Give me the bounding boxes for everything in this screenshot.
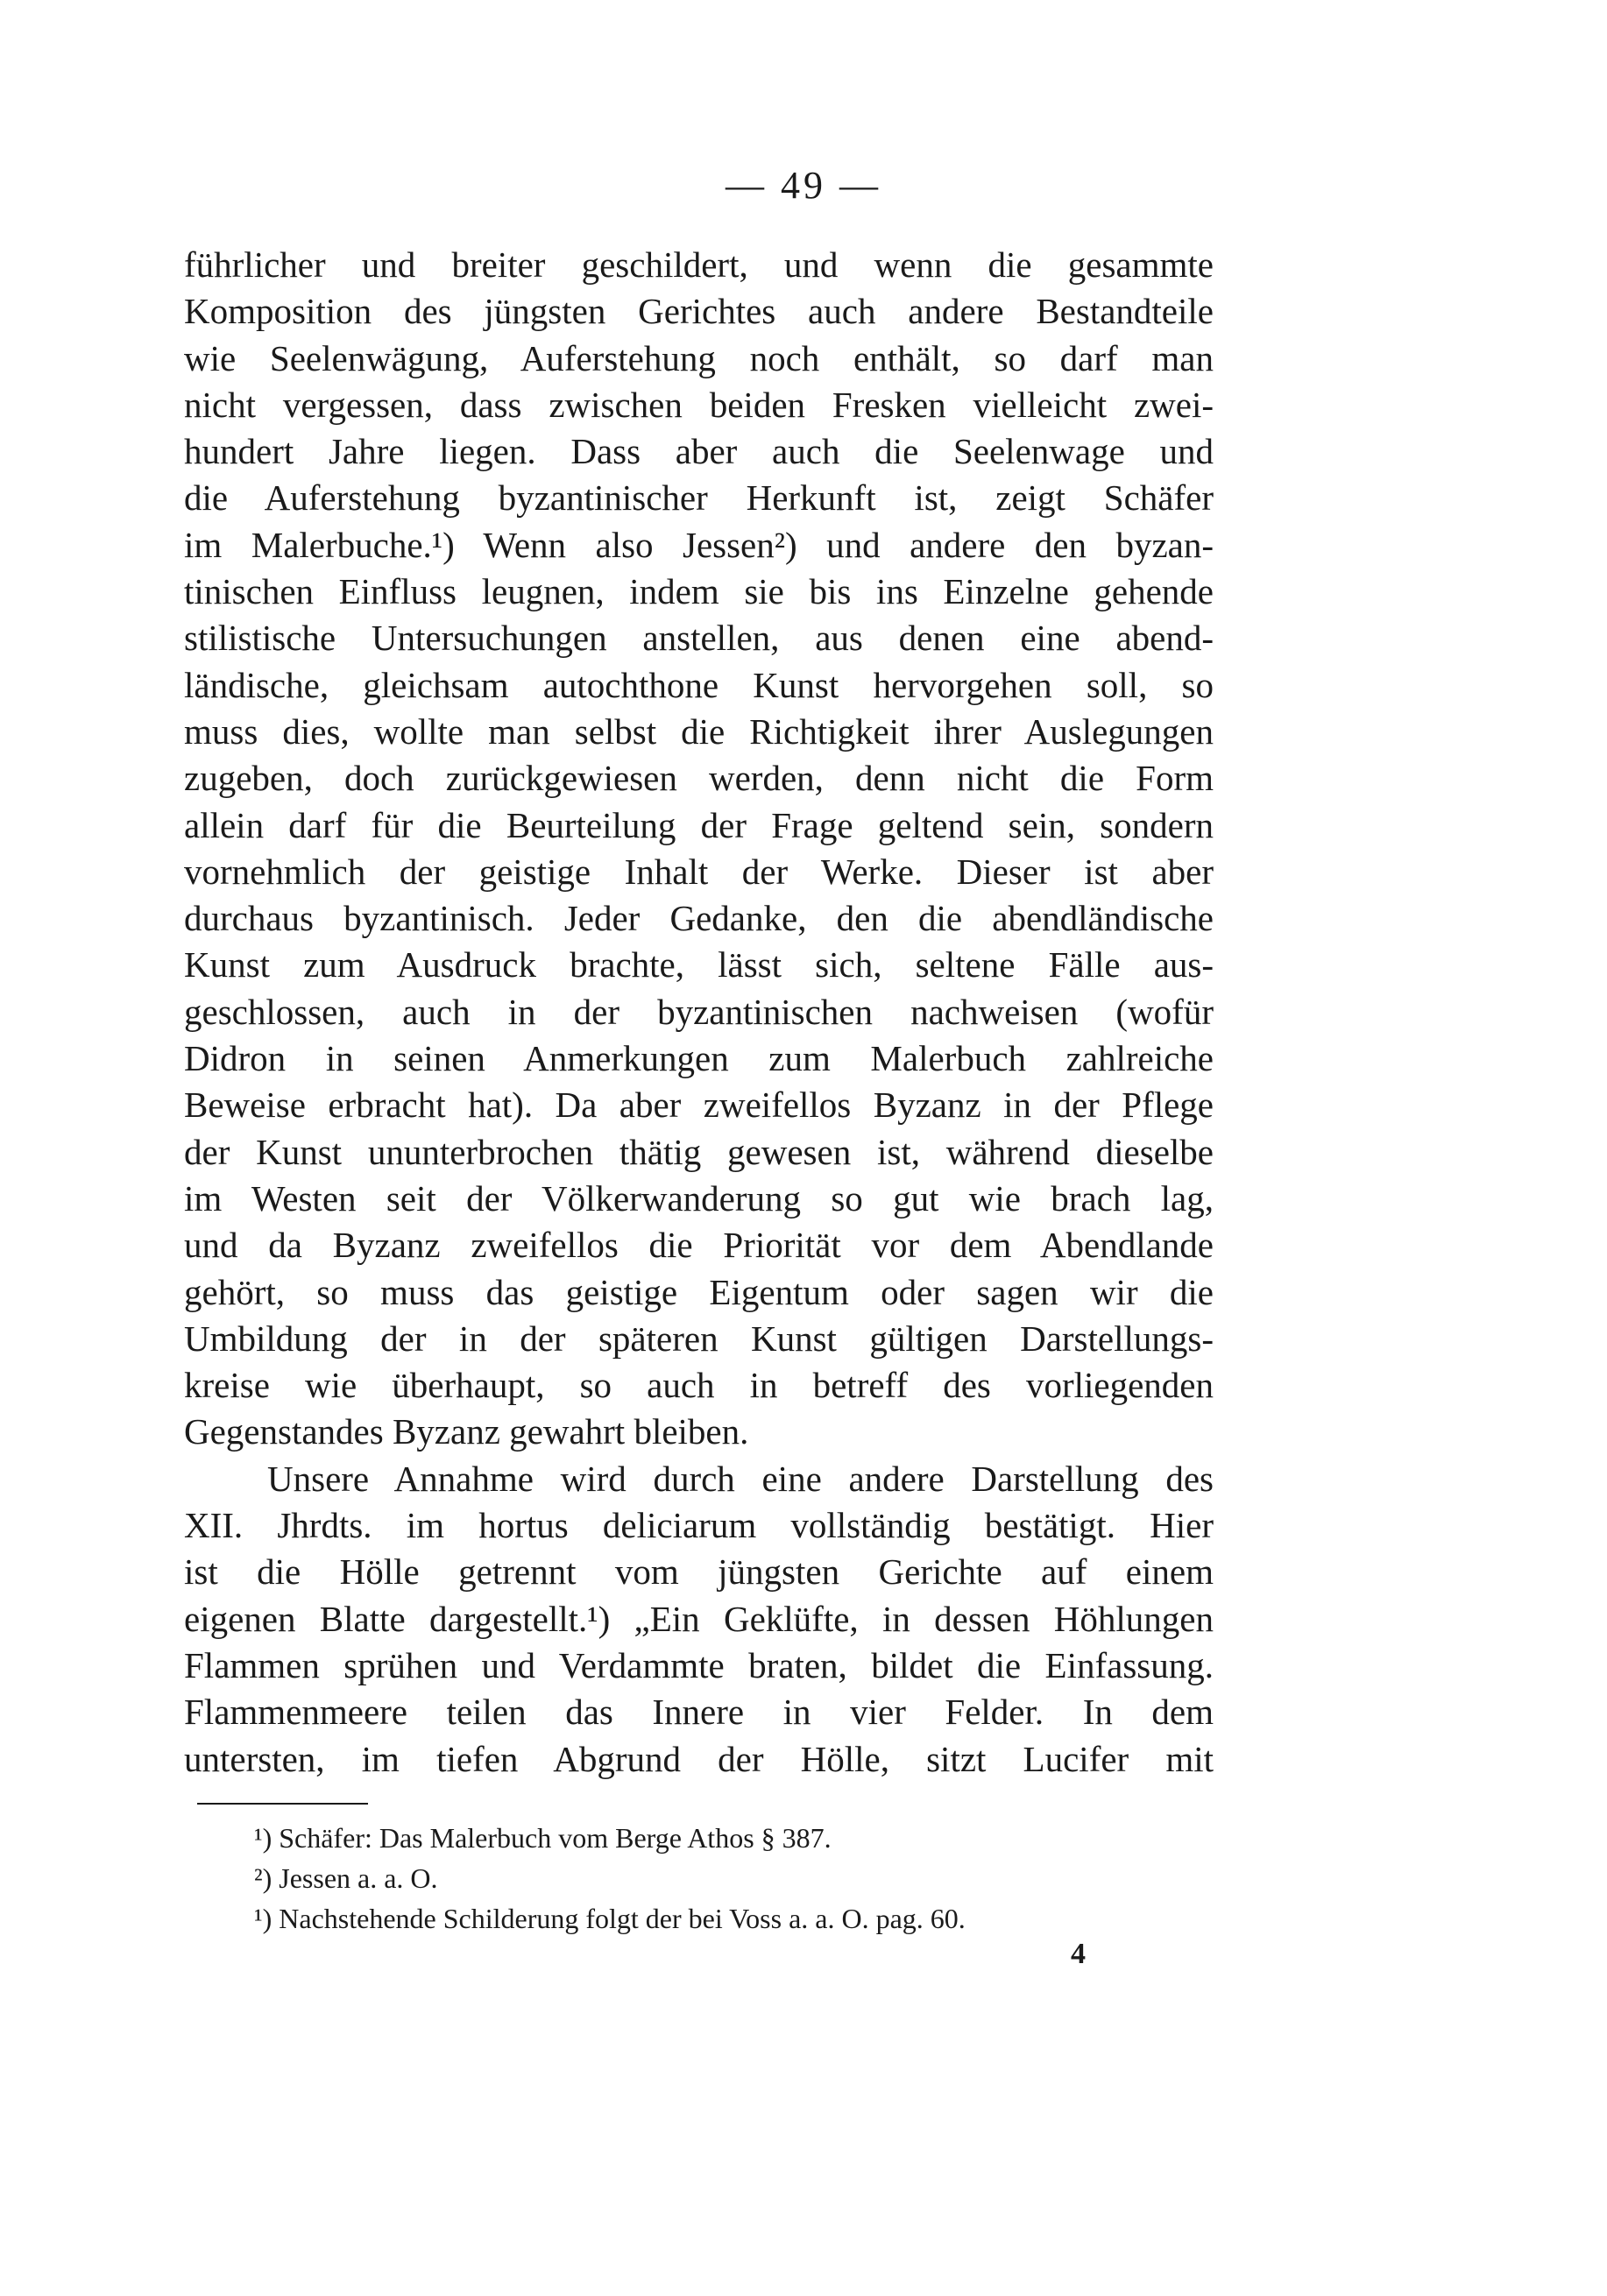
text-line: der Kunst ununterbrochen thätig gewesen ist, während dieselbe (184, 1131, 1214, 1172)
text-line: führlicher und breiter geschildert, und wenn die gesammte (184, 244, 1214, 285)
signature-mark: 4 (1071, 1938, 1086, 1970)
text-line: geschlossen, auch in der byzantinischen nachweisen (wofür (184, 991, 1214, 1032)
text-line: im Malerbuche.¹) Wenn also Jessen²) und andere den byzan- (184, 524, 1214, 565)
paragraph-start-line: Unsere Annahme wird durch eine andere Darstellung des (267, 1458, 1214, 1499)
text-line: nicht vergessen, dass zwischen beiden Fresken vielleicht zwei- (184, 384, 1214, 425)
text-line: Didron in seinen Anmerkungen zum Malerbuch zahlreiche (184, 1038, 1214, 1079)
text-line: gehört, so muss das geistige Eigentum oder sagen wir die (184, 1271, 1214, 1312)
text-line: die Auferstehung byzantinischer Herkunft ist, zeigt Schäfer (184, 477, 1214, 519)
page-number: — 49 — (726, 164, 881, 207)
text-line: Komposition des jüngsten Gerichtes auch andere Bestandteile (184, 291, 1214, 332)
footnote-divider (197, 1803, 368, 1805)
text-line: und da Byzanz zweifellos die Priorität vor dem Abendlande (184, 1225, 1214, 1266)
text-line: zugeben, doch zurückgewiesen werden, denn nicht die Form (184, 758, 1214, 799)
text-line: hundert Jahre liegen. Dass aber auch die Seelenwage und (184, 431, 1214, 472)
text-line: Kunst zum Ausdruck brachte, lässt sich, seltene Fälle aus- (184, 944, 1214, 986)
text-line: XII. Jhrdts. im hortus deliciarum vollständig bestätigt. Hier (184, 1505, 1214, 1546)
text-line: im Westen seit der Völkerwanderung so gut wie brach lag, (184, 1177, 1214, 1219)
text-line: Umbildung der in der späteren Kunst gültigen Darstellungs- (184, 1318, 1214, 1359)
footnote: ²) Jessen a. a. O. (254, 1862, 438, 1894)
footnote: ¹) Schäfer: Das Malerbuch vom Berge Athos § 387. (254, 1822, 832, 1854)
text-line: durchaus byzantinisch. Jeder Gedanke, den die abendländische (184, 898, 1214, 939)
text-line: vornehmlich der geistige Inhalt der Werke. Dieser ist aber (184, 851, 1214, 892)
text-line: ländische, gleichsam autochthone Kunst hervorgehen soll, so (184, 664, 1214, 705)
body-text (184, 242, 1214, 1783)
text-line: Beweise erbracht hat). Da aber zweifellos Byzanz in der Pflege (184, 1084, 1214, 1126)
text-line: tinischen Einfluss leugnen, indem sie bis ins Einzelne gehende (184, 571, 1214, 612)
text-line: wie Seelenwägung, Auferstehung noch enthält, so darf man (184, 337, 1214, 378)
text-line: allein darf für die Beurteilung der Frage geltend sein, sondern (184, 804, 1214, 845)
text-line: ist die Hölle getrennt vom jüngsten Gerichte auf einem (184, 1551, 1214, 1593)
text-line: kreise wie überhaupt, so auch in betreff des vorliegenden (184, 1365, 1214, 1406)
text-line: Flammenmeere teilen das Innere in vier Felder. In dem (184, 1692, 1214, 1733)
paragraph-end-line: Gegenstandes Byzanz gewahrt bleiben. (184, 1411, 749, 1452)
text-line: eigenen Blatte dargestellt.¹) „Ein Geklüfte, in dessen Höhlungen (184, 1598, 1214, 1639)
footnote: ¹) Nachstehende Schilderung folgt der bei Voss a. a. O. pag. 60. (254, 1903, 966, 1934)
text-line: untersten, im tiefen Abgrund der Hölle, sitzt Lucifer mit (184, 1738, 1214, 1779)
footnotes (254, 1818, 1227, 1939)
text-line: muss dies, wollte man selbst die Richtigkeit ihrer Auslegungen (184, 710, 1214, 752)
text-line: stilistische Untersuchungen anstellen, aus denen eine abend- (184, 618, 1214, 659)
text-line: Flammen sprühen und Verdammte braten, bildet die Einfassung. (184, 1644, 1214, 1685)
